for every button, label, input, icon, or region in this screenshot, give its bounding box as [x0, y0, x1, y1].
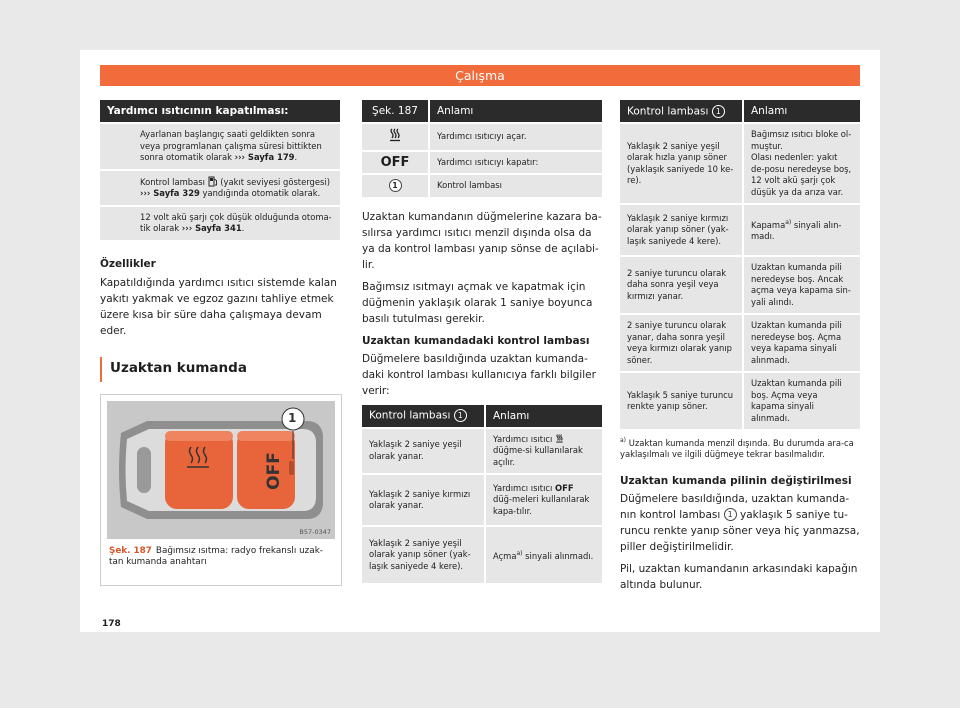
battery-section-title: Uzaktan kumanda pilinin değiştirilmesi: [620, 474, 852, 487]
column-left: [100, 100, 340, 586]
lamp-table-1: [362, 405, 602, 584]
features-text: Kapatıldığında yardımcı ısıtıcı sistemde kalan yakıtı yakmak ve egzoz gazını tahliye etmek üzere kısa bir süre daha çalışmaya devam eder.: [100, 276, 337, 337]
deactivation-table: [100, 100, 340, 240]
section-banner: [100, 65, 860, 86]
callout-circle: 1: [712, 105, 725, 118]
page-reference-link[interactable]: ››› Sayfa 329: [140, 188, 200, 198]
table-row: Yaklaşık 2 saniye yeşil olarak yanar. Yardımcı ısıtıcı düğme-si kullanılarak açılır.: [362, 428, 602, 475]
table-row: Yaklaşık 5 saniye turuncu renkte yanıp söner. Uzaktan kumanda pili boş. Açma veya kapama sinyali alınmadı.: [620, 372, 860, 429]
table-row: 12 volt akü şarjı çok düşük olduğunda otoma-tik olarak ››› Sayfa 341.: [100, 206, 340, 240]
lamp-table-2: [620, 100, 860, 429]
fuel-gauge-icon: [208, 177, 221, 187]
column-middle: [362, 100, 602, 583]
legend-row-value: Kontrol lambası: [429, 174, 602, 197]
heater-on-icon: [555, 434, 564, 444]
callout-circle: 1: [389, 179, 402, 192]
figure-caption: [109, 546, 333, 569]
legend-row-value: Yardımcı ısıtıcıyı açar.: [429, 123, 602, 151]
footnote-ref: a): [785, 219, 792, 227]
callout-circle: 1: [454, 409, 467, 422]
legend-header-key: Şek. 187: [362, 100, 429, 123]
deactivation-header: Yardımcı ısıtıcının kapatılması:: [100, 100, 340, 123]
off-symbol: OFF: [362, 151, 429, 175]
battery-text-2: Pil, uzaktan kumandanın arkasındaki kapağın altında bulunur.: [620, 562, 858, 591]
page-reference-link[interactable]: ››› Sayfa 179: [234, 152, 295, 162]
manual-page: [80, 50, 880, 632]
off-symbol: OFF: [555, 482, 574, 493]
table-row: Yaklaşık 2 saniye yeşil olarak yanıp söner (yak-laşık saniyede 4 kere). Açma$^{a)}$ sinyali alınmadı.: [362, 526, 602, 583]
lamp-header-key: Kontrol lambası: [627, 105, 709, 117]
figure-legend-table: [362, 100, 602, 197]
lamp-header-meaning: Anlamı: [743, 100, 860, 123]
lamp-section-title: Uzaktan kumandadaki kontrol lambası: [362, 334, 590, 347]
lamp-header-meaning: Anlamı: [485, 405, 602, 428]
battery-text-1: Düğmelere basıldığında, uzaktan kumanda-nın kontrol lambası 1 yaklaşık 5 saniye tu-runcu renkte yanıp söner veya hiç yanmazsa, piller değiştirilmelidir.: [620, 492, 860, 553]
remote-key-illustration: [107, 401, 335, 539]
heater-on-icon: [362, 123, 429, 151]
legend-row-value: Yardımcı ısıtıcıyı kapatır:: [429, 151, 602, 175]
figure-code: B57-0347: [299, 527, 331, 536]
table-row: Yaklaşık 2 saniye yeşil olarak hızla yanıp söner (yaklaşık saniyede 10 ke-re). Bağımsız ısıtıcı bloke ol-muştur. Olası nedenler: yakıt de-posu neredeyse boş, 12 volt akü şarjı çok düşük ya da arıza var.: [620, 123, 860, 204]
features-title: Özellikler: [100, 257, 156, 270]
footnote: $^{a)}$ Uzaktan kumanda menzil dışında. Bu durumda ara-ca yaklaşılmalı ve ilgili düğmeye tekrar basılmalıdır.: [620, 437, 854, 460]
figure-caption-text: Bağımsız ısıtma: radyo frekanslı uzak-tan kumanda anahtarı: [109, 545, 323, 567]
accidental-press-text: Uzaktan kumandanın düğmelerine kazara ba-sılırsa yardımcı ısıtıcı menzil dışında olsa da ya da kontrol lambası yanıp sönse de açılabi-lir.: [362, 210, 602, 271]
figure-caption-label: Şek. 187: [109, 545, 152, 556]
table-row: 2 saniye turuncu olarak yanar, daha sonra yeşil veya kırmızı olarak yanıp söner. Uzaktan kumanda pili neredeyse boş. Açma veya kapama sinyali alınmadı.: [620, 314, 860, 372]
figure-callout-1: 1: [288, 410, 297, 425]
banner-title: Çalışma: [455, 68, 505, 83]
table-row: Yaklaşık 2 saniye kırmızı olarak yanıp söner (yak-laşık saniyede 4 kere). Kapama$^{a)}$ sinyali alın-madı.: [620, 204, 860, 256]
callout-circle: 1: [724, 508, 737, 521]
column-right: [620, 100, 860, 599]
off-button-label: OFF: [263, 451, 284, 490]
figure-187: [100, 394, 342, 586]
page-number: 178: [102, 619, 121, 629]
hold-button-text: Bağımsız ısıtmayı açmak ve kapatmak için düğmenin yaklaşık olarak 1 saniye boyunca basılı tutulması gerekir.: [362, 280, 593, 325]
lamp-section-text: Düğmelere basıldığında uzaktan kumanda-daki kontrol lambası kullanıcıya farklı bilgiler verir:: [362, 352, 596, 397]
table-row: Kontrol lambası (yakıt seviyesi göstergesi) ››› Sayfa 329 yandığında otomatik olarak.: [100, 170, 340, 206]
page-reference-link[interactable]: ››› Sayfa 341: [181, 223, 242, 233]
table-row: Ayarlanan başlangıç saati geldikten sonra veya programlanan çalışma süresi bittikten sonra otomatik olarak ››› Sayfa 179.: [100, 123, 340, 170]
remote-title: Uzaktan kumanda: [100, 357, 340, 382]
legend-header-meaning: Anlamı: [429, 100, 602, 123]
table-row: Yaklaşık 2 saniye kırmızı olarak yanar. Yardımcı ısıtıcı OFF düğ-meleri kullanılarak kapa-tılır.: [362, 474, 602, 526]
table-row: 2 saniye turuncu olarak daha sonra yeşil veya kırmızı yanar. Uzaktan kumanda pili neredeyse boş. Ancak açma veya kapama sin-yali alındı.: [620, 256, 860, 314]
lamp-header-key: Kontrol lambası: [369, 409, 451, 422]
footnote-ref: a): [516, 549, 523, 557]
